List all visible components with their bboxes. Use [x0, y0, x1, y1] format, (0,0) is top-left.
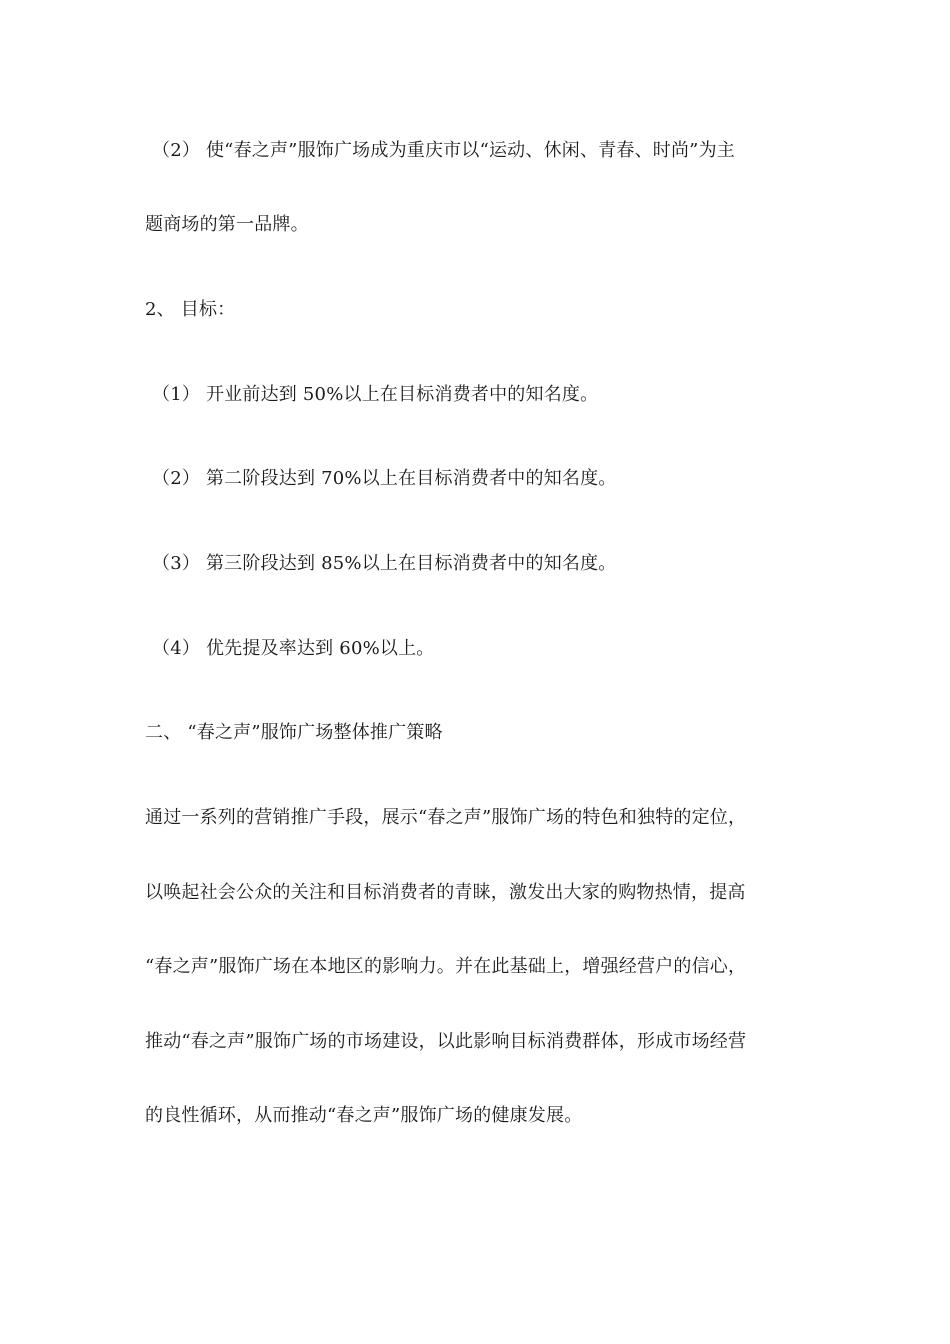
strategy-paragraph-line-3: “春之声”服饰广场在本地区的影响力。并在此基础上，增强经营户的信心， [145, 956, 747, 977]
strategy-paragraph-line-1: 通过一系列的营销推广手段，展示“春之声”服饰广场的特色和独特的定位， [145, 807, 747, 828]
section-heading-strategy: 二、 “春之声”服饰广场整体推广策略 [145, 722, 443, 743]
goal-item-2-line-1: （2） 使“春之声”服饰广场成为重庆市以“运动、休闲、青春、时尚”为主 [152, 140, 735, 161]
target-item-2: （2） 第二阶段达到 70%以上在目标消费者中的知名度。 [152, 468, 617, 489]
strategy-paragraph-line-2: 以唤起社会公众的关注和目标消费者的青睐，激发出大家的购物热情，提高 [145, 882, 746, 903]
strategy-paragraph-line-5: 的良性循环，从而推动“春之声”服饰广场的健康发展。 [145, 1105, 583, 1126]
target-item-3: （3） 第三阶段达到 85%以上在目标消费者中的知名度。 [152, 553, 617, 574]
target-item-1: （1） 开业前达到 50%以上在目标消费者中的知名度。 [152, 384, 599, 405]
section-heading-targets: 2、 目标： [145, 299, 236, 320]
goal-item-2-line-2: 题商场的第一品牌。 [145, 214, 309, 235]
target-item-4: （4） 优先提及率达到 60%以上。 [152, 638, 435, 659]
strategy-paragraph-line-4: 推动“春之声”服饰广场的市场建设，以此影响目标消费群体，形成市场经营 [145, 1031, 747, 1052]
